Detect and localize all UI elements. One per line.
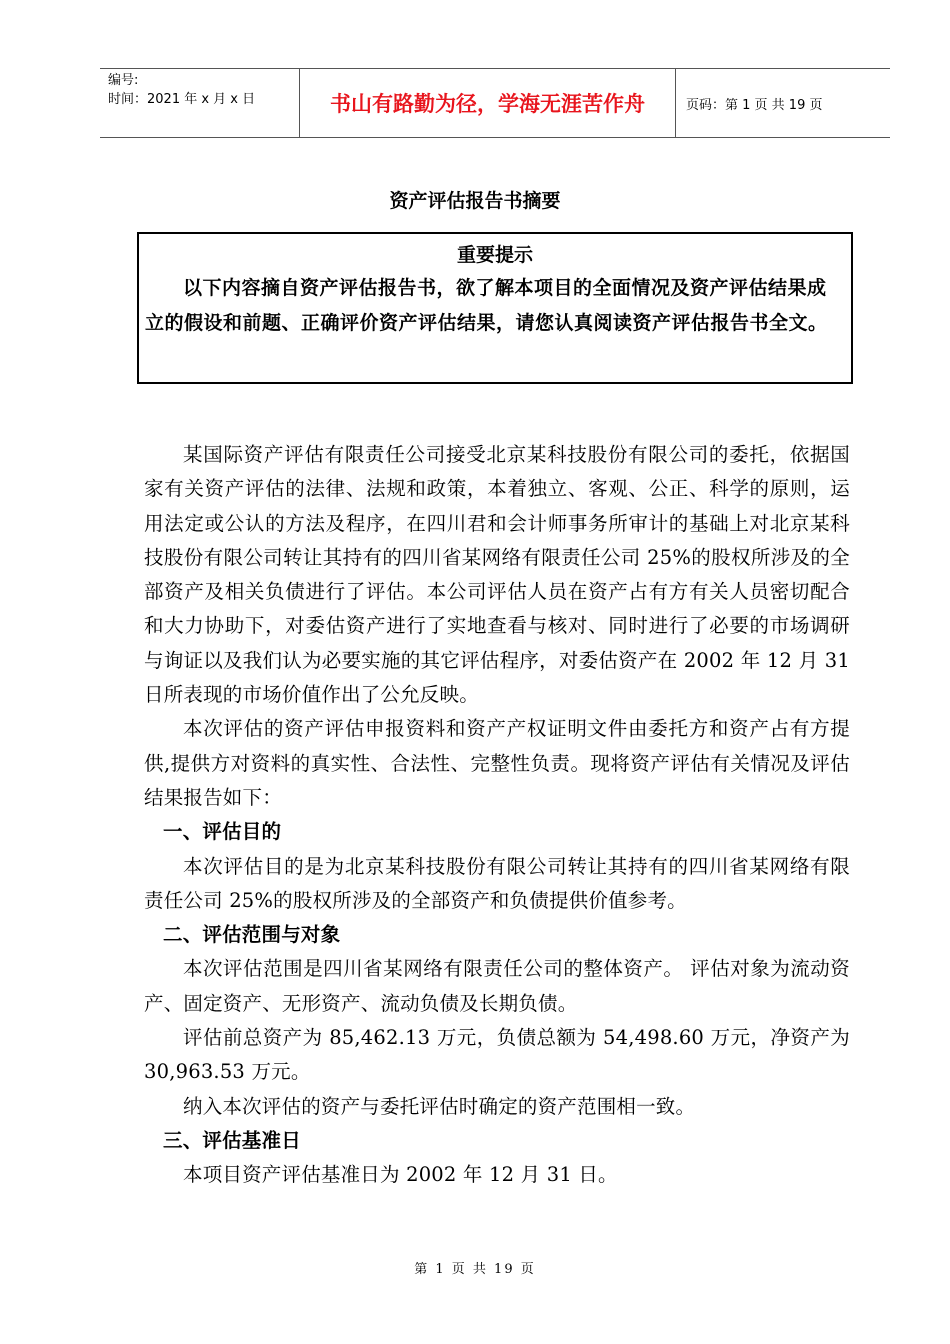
paragraph-scope: 本次评估范围是四川省某网络有限责任公司的整体资产。 评估对象为流动资产、固定资产、无形资产、流动负债及长期负债。 [144, 957, 850, 1015]
document-body [144, 438, 850, 1193]
time-label: 时间：2021 年 x 月 x 日 [108, 92, 256, 107]
paragraph-base-date: 本项目资产评估基准日为 2002 年 12 月 31 日。 [183, 1163, 618, 1187]
paragraph-purpose: 本次评估目的是为北京某科技股份有限公司转让其持有的四川省某网络有限责任公司 25%的股权所涉及的全部资产和负债提供价值参考。 [144, 854, 850, 912]
paragraph-intro: 某国际资产评估有限责任公司接受北京某科技股份有限公司的委托，依据国家有关资产评估的法律、法规和政策，本着独立、客观、公正、科学的原则，运用法定或公认的方法及程序，在四川君和会计师事务所审计的基础上对北京某科技股份有限公司转让其持有的四川省某网络有限责任公司 25%的股权所涉及的全部资产及相关负债进行了评估。本公司评估人员在资产占有方有关人员密切配合和大力协助下，对委估资产进行了实地查看与核对、同时进行了必要的市场调研与询证以及我们认为必要实施的其它评估程序，对委估资产在 2002 年 12 月 31 日所表现的市场价值作出了公允反映。 [144, 443, 850, 707]
paragraph-consistency: 纳入本次评估的资产与委托评估时确定的资产范围相一致。 [183, 1094, 696, 1118]
code-label: 编号: [108, 73, 139, 88]
page-header [100, 68, 890, 138]
notice-text: 以下内容摘自资产评估报告书，欲了解本项目的全面情况及资产评估结果成立的假设和前题、正确评价资产评估结果，请您认真阅读资产评估报告书全文。 [145, 277, 828, 334]
section-heading-scope: 二、评估范围与对象 [163, 923, 341, 947]
document-title: 资产评估报告书摘要 [389, 190, 561, 212]
header-meta [100, 69, 300, 137]
notice-heading: 重要提示 [456, 244, 533, 266]
section-heading-base-date: 三、评估基准日 [163, 1128, 301, 1152]
section-heading-purpose: 一、评估目的 [163, 820, 282, 844]
header-motto: 书山有路勤为径，学海无涯苦作舟 [300, 69, 676, 137]
paragraph-materials: 本次评估的资产评估申报资料和资产产权证明文件由委托方和资产占有方提供,提供方对资料的真实性、合法性、完整性负责。现将资产评估有关情况及评估结果报告如下： [144, 717, 850, 809]
header-page-info: 页码：第 1 页 共 19 页 [686, 97, 823, 113]
important-notice-box [137, 232, 853, 384]
page-footer: 第 1 页 共 19 页 [414, 1262, 536, 1277]
paragraph-assets: 评估前总资产为 85,462.13 万元，负债总额为 54,498.60 万元，净资产为 30,963.53 万元。 [144, 1026, 850, 1084]
